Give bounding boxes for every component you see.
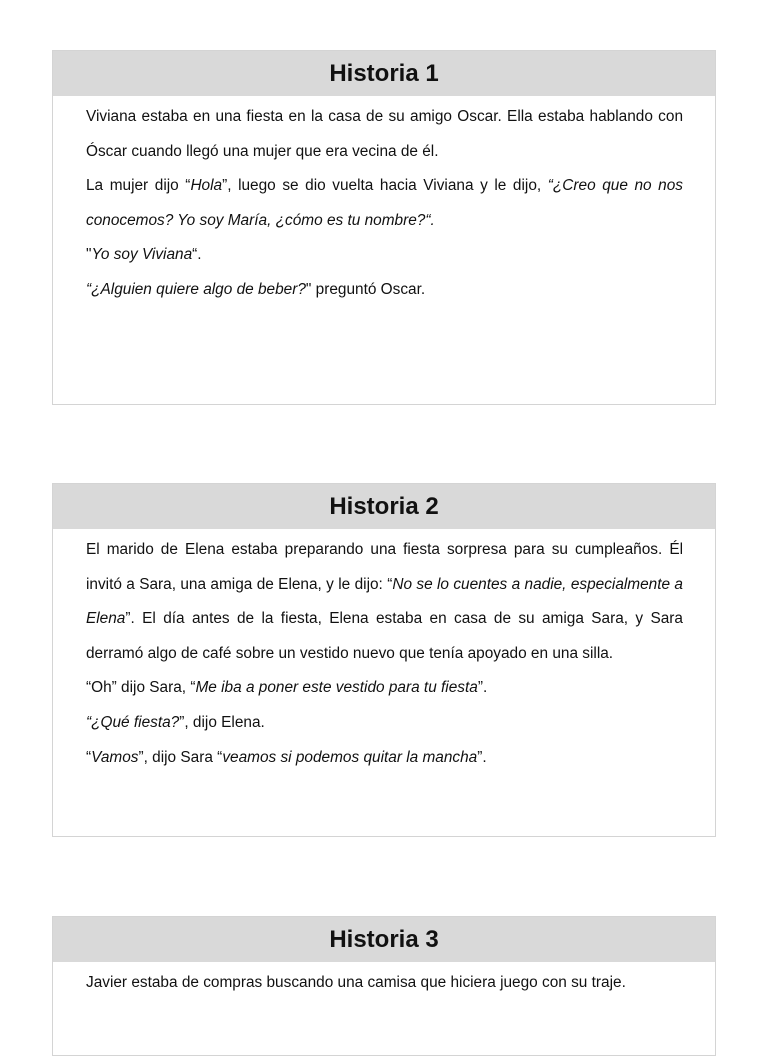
text-segment: Javier estaba de compras buscando una camisa que hiciera juego con su traje. (86, 974, 626, 991)
story-header (53, 51, 715, 96)
text-segment-italic: Hola (190, 177, 223, 195)
story-body (53, 529, 715, 775)
text-segment: ”. (477, 679, 488, 697)
text-segment: El marido de Elena estaba preparando una fiesta sorpresa para su cumpleaños. Él invitó a Sara, una amiga de Elena, y le dijo: “ (86, 541, 683, 593)
text-segment-italic: “¿Qué fiesta? (86, 713, 180, 731)
story-paragraph (86, 966, 683, 1001)
text-segment-italic: Me iba a poner este vestido para tu fiesta (195, 679, 478, 697)
story-body (53, 96, 715, 308)
story-body (53, 962, 715, 1001)
story-card-2 (52, 483, 716, 837)
text-segment-italic: Yo soy Viviana (91, 246, 193, 264)
story-header (53, 484, 715, 529)
story-paragraph (86, 169, 683, 238)
story-header (53, 917, 715, 962)
story-paragraph (86, 671, 683, 706)
story-title: Historia 1 (329, 59, 439, 87)
story-paragraph (86, 100, 683, 169)
story-title: Historia 2 (329, 492, 439, 520)
text-segment-italic: No se lo cuentes a nadie, especialmente a Elena (86, 575, 683, 628)
text-segment: “. (192, 246, 202, 264)
text-segment: “Oh” dijo Sara, “ (86, 679, 196, 697)
story-paragraph (86, 533, 683, 671)
text-segment: “ (86, 748, 92, 766)
text-segment: ”. El día antes de la fiesta, Elena estaba en casa de su amiga Sara, y Sara derramó algo de café sobre un vestido nuevo que tenía apoyado en una silla. (86, 610, 683, 662)
story-paragraph (86, 741, 683, 776)
text-segment-italic: “¿Creo que no nos conocemos? Yo soy María, ¿cómo es tu nombre?“. (86, 177, 683, 229)
text-segment: ”, dijo Sara “ (138, 748, 223, 766)
text-segment: ”, luego se dio vuelta hacia Viviana y le dijo, (222, 177, 548, 195)
text-segment-italic: “¿Alguien quiere algo de beber? (86, 280, 306, 298)
story-paragraph (86, 273, 683, 308)
story-paragraph (86, 706, 683, 741)
text-segment: La mujer dijo “ (86, 177, 191, 195)
story-title: Historia 3 (329, 925, 439, 953)
story-card-1 (52, 50, 716, 405)
text-segment-italic: veamos si podemos quitar la mancha (222, 748, 478, 766)
text-segment: ”. (477, 748, 487, 766)
text-segment: ”, dijo Elena. (179, 713, 265, 731)
text-segment: " (86, 246, 92, 264)
text-segment: " preguntó Oscar. (305, 280, 426, 298)
story-card-3 (52, 916, 716, 1056)
text-segment: Viviana estaba en una fiesta en la casa de su amigo Oscar. Ella estaba hablando con Óscar cuando llegó una mujer que era vecina de él. (86, 108, 683, 160)
story-paragraph (86, 238, 683, 273)
text-segment-italic: Vamos (91, 748, 139, 766)
